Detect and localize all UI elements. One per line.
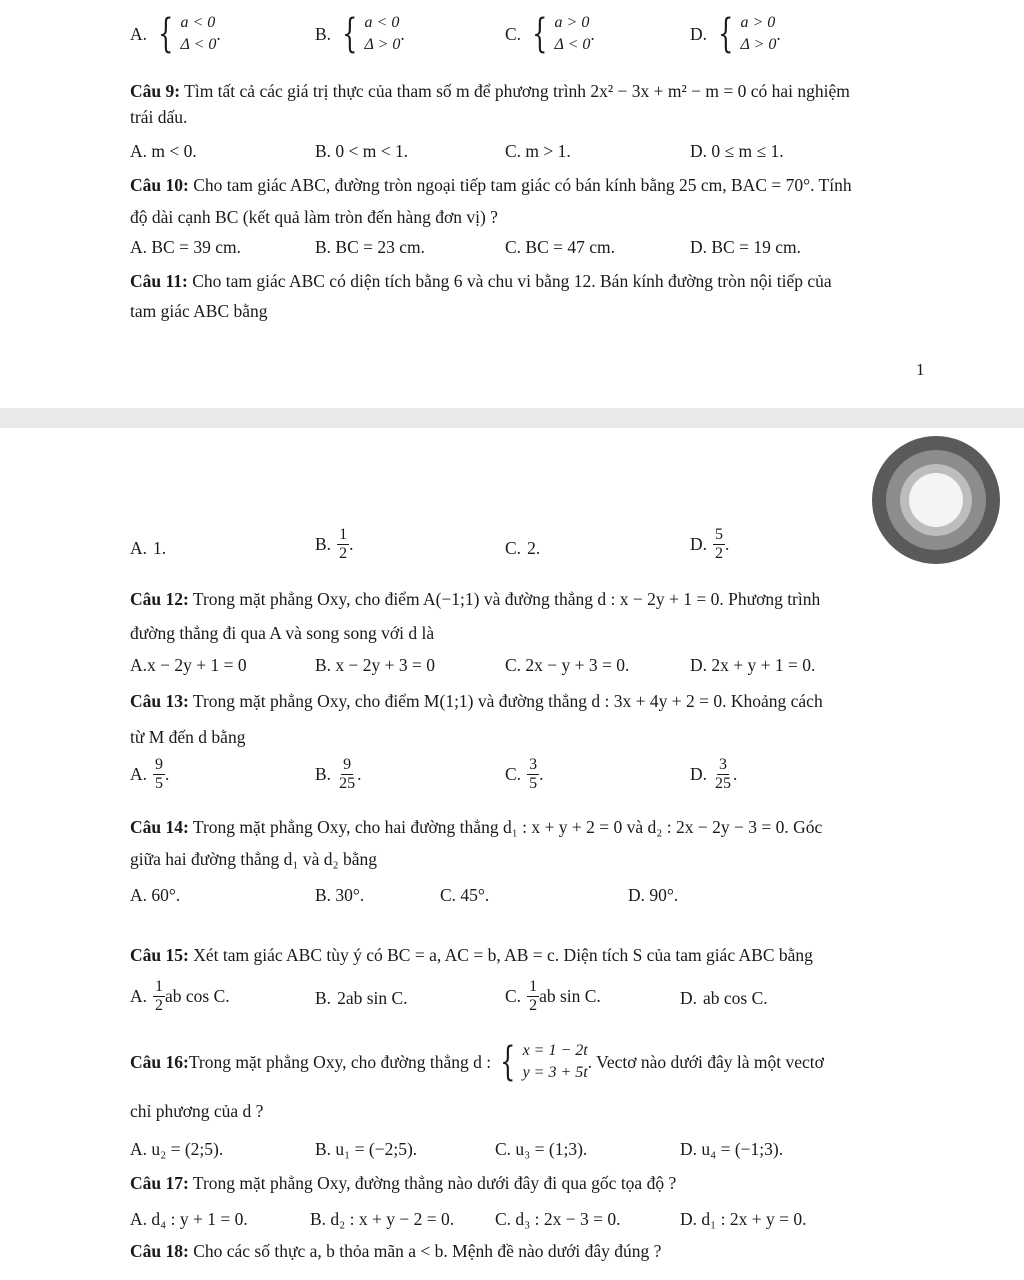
q14-option-d: D. 90°. (628, 885, 679, 905)
q17-option-c: C. d₃ : 2x − 3 = 0. (495, 1209, 621, 1229)
q16-question-cont: chỉ phương của d ? (130, 1101, 264, 1121)
q15-option-d: D. ab cos C. (680, 988, 768, 1008)
q10-question-cont: độ dài cạnh BC (kết quả làm tròn đến hàng đơn vị) ? (130, 207, 498, 227)
q14-option-a: A. 60°. (130, 885, 181, 905)
q11-option-b: B. $\frac{1}{2}$ . (315, 526, 354, 562)
q17-option-d: D. d₁ : 2x + y = 0. (680, 1209, 807, 1229)
q9-question: Câu 9: Tìm tất cả các giá trị thực của tham số m để phương trình 2x² − 3x + m² − m = 0 có hai nghiệm (130, 81, 850, 101)
q9-option-d: D. 0 ≤ m ≤ 1. (690, 141, 784, 161)
q16-option-b: B. u₁ = (−2;5). (315, 1139, 418, 1159)
q16-option-d: D. u₄ = (−1;3). (680, 1139, 784, 1159)
q16-option-a: A. u₂ = (2;5). (130, 1139, 224, 1159)
q11-option-a: A. 1. (130, 538, 167, 558)
q15-option-a: A. $\frac{1}{2}$ ab cos C. (130, 978, 230, 1014)
q8-option-b: B. { a < 0 Δ > 0 . (315, 11, 405, 57)
q9-option-a: A. m < 0. (130, 141, 197, 161)
q15-question: Câu 15: Xét tam giác ABC tùy ý có BC = a, AC = b, AB = c. Diện tích S của tam giác ABC bằng (130, 945, 813, 965)
q15-option-c: C. $\frac{1}{2}$ ab sin C. (505, 978, 601, 1014)
q9-question-cont: trái dấu. (130, 107, 188, 127)
q14-option-c: C. 45°. (440, 885, 490, 905)
q17-question: Câu 17: Trong mặt phẳng Oxy, đường thẳng nào dưới đây đi qua gốc tọa độ ? (130, 1173, 677, 1193)
q13-option-a: A. $\frac{9}{5}$ . (130, 756, 170, 792)
q10-option-a: A. BC = 39 cm. (130, 237, 241, 257)
page-separator (0, 408, 1024, 428)
q16-question: Câu 16: Trong mặt phẳng Oxy, cho đường thẳng d : { x = 1 − 2t y = 3 + 5t . Vectơ nào dưới đây là một vectơ (130, 1039, 824, 1085)
q13-question: Câu 13: Trong mặt phẳng Oxy, cho điểm M(1;1) và đường thẳng d : 3x + 4y + 2 = 0. Khoảng cách (130, 691, 823, 711)
q12-option-a: A.x − 2y + 1 = 0 (130, 655, 247, 675)
q8-option-d: D. { a > 0 Δ > 0 . (690, 11, 781, 57)
q10-option-d: D. BC = 19 cm. (690, 237, 801, 257)
q11-option-c: C. 2. (505, 538, 541, 558)
q12-option-c: C. 2x − y + 3 = 0. (505, 655, 630, 675)
q14-question-cont: giữa hai đường thẳng d₁ và d₂ bằng (130, 849, 377, 869)
q10-option-c: C. BC = 47 cm. (505, 237, 616, 257)
q13-option-c: C. $\frac{3}{5}$ . (505, 756, 544, 792)
q14-question: Câu 14: Trong mặt phẳng Oxy, cho hai đường thẳng d₁ : x + y + 2 = 0 và d₂ : 2x − 2y − 3 = 0. Góc (130, 817, 823, 837)
q12-question-cont: đường thẳng đi qua A và song song với d là (130, 623, 435, 643)
q12-option-d: D. 2x + y + 1 = 0. (690, 655, 816, 675)
q11-question: Câu 11: Cho tam giác ABC có diện tích bằng 6 và chu vi bằng 12. Bán kính đường tròn nội tiếp của (130, 271, 832, 291)
page-1 (0, 0, 1024, 408)
q13-option-d: D. $\frac{3}{25}$ . (690, 756, 738, 792)
q10-question: Câu 10: Cho tam giác ABC, đường tròn ngoại tiếp tam giác có bán kính bằng 25 cm, BAC = 70°. Tính (130, 175, 852, 195)
q11-question-cont: tam giác ABC bằng (130, 301, 268, 321)
q15-option-b: B. 2ab sin C. (315, 988, 408, 1008)
q13-option-b: B. $\frac{9}{25}$ . (315, 756, 362, 792)
q18-question: Câu 18: Cho các số thực a, b thỏa mãn a < b. Mệnh đề nào dưới đây đúng ? (130, 1241, 662, 1261)
q9-option-b: B. 0 < m < 1. (315, 141, 409, 161)
q11-option-d: D. $\frac{5}{2}$ . (690, 526, 730, 562)
q8-option-a: A. { a < 0 Δ < 0 . (130, 11, 221, 57)
loading-spinner-icon (872, 436, 1000, 564)
q12-question: Câu 12: Trong mặt phẳng Oxy, cho điểm A(−1;1) và đường thẳng d : x − 2y + 1 = 0. Phương trình (130, 589, 821, 609)
q16-option-c: C. u₃ = (1;3). (495, 1139, 588, 1159)
q12-option-b: B. x − 2y + 3 = 0 (315, 655, 436, 675)
q17-option-b: B. d₂ : x + y − 2 = 0. (310, 1209, 455, 1229)
q13-question-cont: từ M đến d bằng (130, 727, 246, 747)
q8-option-c: C. { a > 0 Δ < 0 . (505, 11, 595, 57)
q10-option-b: B. BC = 23 cm. (315, 237, 426, 257)
q9-option-c: C. m > 1. (505, 141, 571, 161)
q17-option-a: A. d₄ : y + 1 = 0. (130, 1209, 248, 1229)
page-2 (0, 428, 1024, 1280)
page-number: 1 (916, 360, 925, 379)
q14-option-b: B. 30°. (315, 885, 365, 905)
